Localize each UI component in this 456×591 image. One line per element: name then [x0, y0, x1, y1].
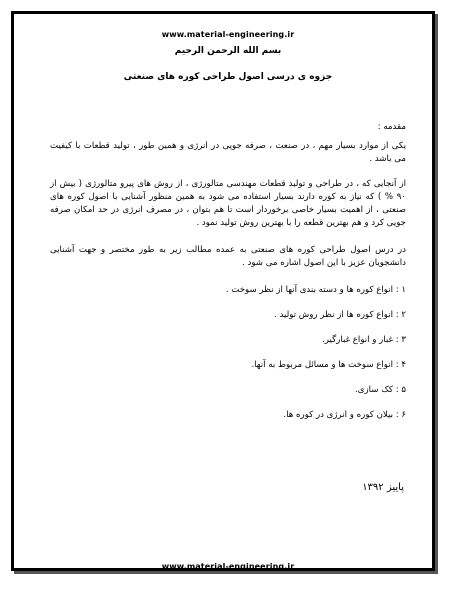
topic-item: ۶ : بیلان کوره و انرژی در کوره ها.: [283, 410, 406, 420]
topic-list: [50, 284, 406, 422]
header-url: www.material-engineering.ir: [161, 30, 295, 39]
document-title: جزوه ی درسی اصول طراحی کوره های صنعتی: [123, 72, 333, 82]
topic-item: ۴ : انواع سوخت ها و مسائل مربوط به آنها.: [251, 360, 406, 370]
document-body: [50, 121, 406, 434]
topic-item: ۵ : کک سازی.: [355, 385, 406, 395]
bismillah: بسم الله الرحمن الرحيم: [174, 46, 282, 56]
footer-url: www.material-engineering.ir: [161, 562, 295, 571]
intro-paragraph-1: یکی از موارد بسیار مهم ، در صنعت ، صرفه جویی در انرژی و همین طور ، تولید قطعات با کیفیت می باشد .: [50, 141, 406, 164]
intro-paragraph-2: از آنجایی که ، در طراحی و تولید قطعات مهندسی متالورژی ، از روش های پیرو متالورژی ( بیش از ۹۰ % ) که نیاز به کوره دارند بسیار استفاده می شود به همین منظور آشنایی با اصول کوره های صنعتی ، از اهمیت بسیار خاصی برخوردار است تا هم بتوان ، در مصرف انرژی در حد امکان صرفه جویی کرد و هم بهترین قطعه را با بهترین روش تولید نمود .: [50, 179, 406, 228]
topic-item: ۳ : غبار و انواع غبارگیر.: [322, 335, 406, 345]
topic-item: ۲ : انواع کوره ها از نظر روش تولید .: [274, 310, 406, 320]
topic-item: ۱ : انواع کوره ها و دسته بندی آنها از نظر سوخت .: [225, 285, 406, 295]
intro-heading: مقدمه :: [377, 122, 406, 132]
intro-paragraph-3: در درس اصول طراحی کوره های صنعتی به عمده مطالب زیر به طور مختصر و جهت آشنایی دانشجویان عزیز با این اصول اشاره می شود .: [50, 245, 406, 268]
document-date: پاییز ۱۳۹۲: [362, 482, 404, 493]
